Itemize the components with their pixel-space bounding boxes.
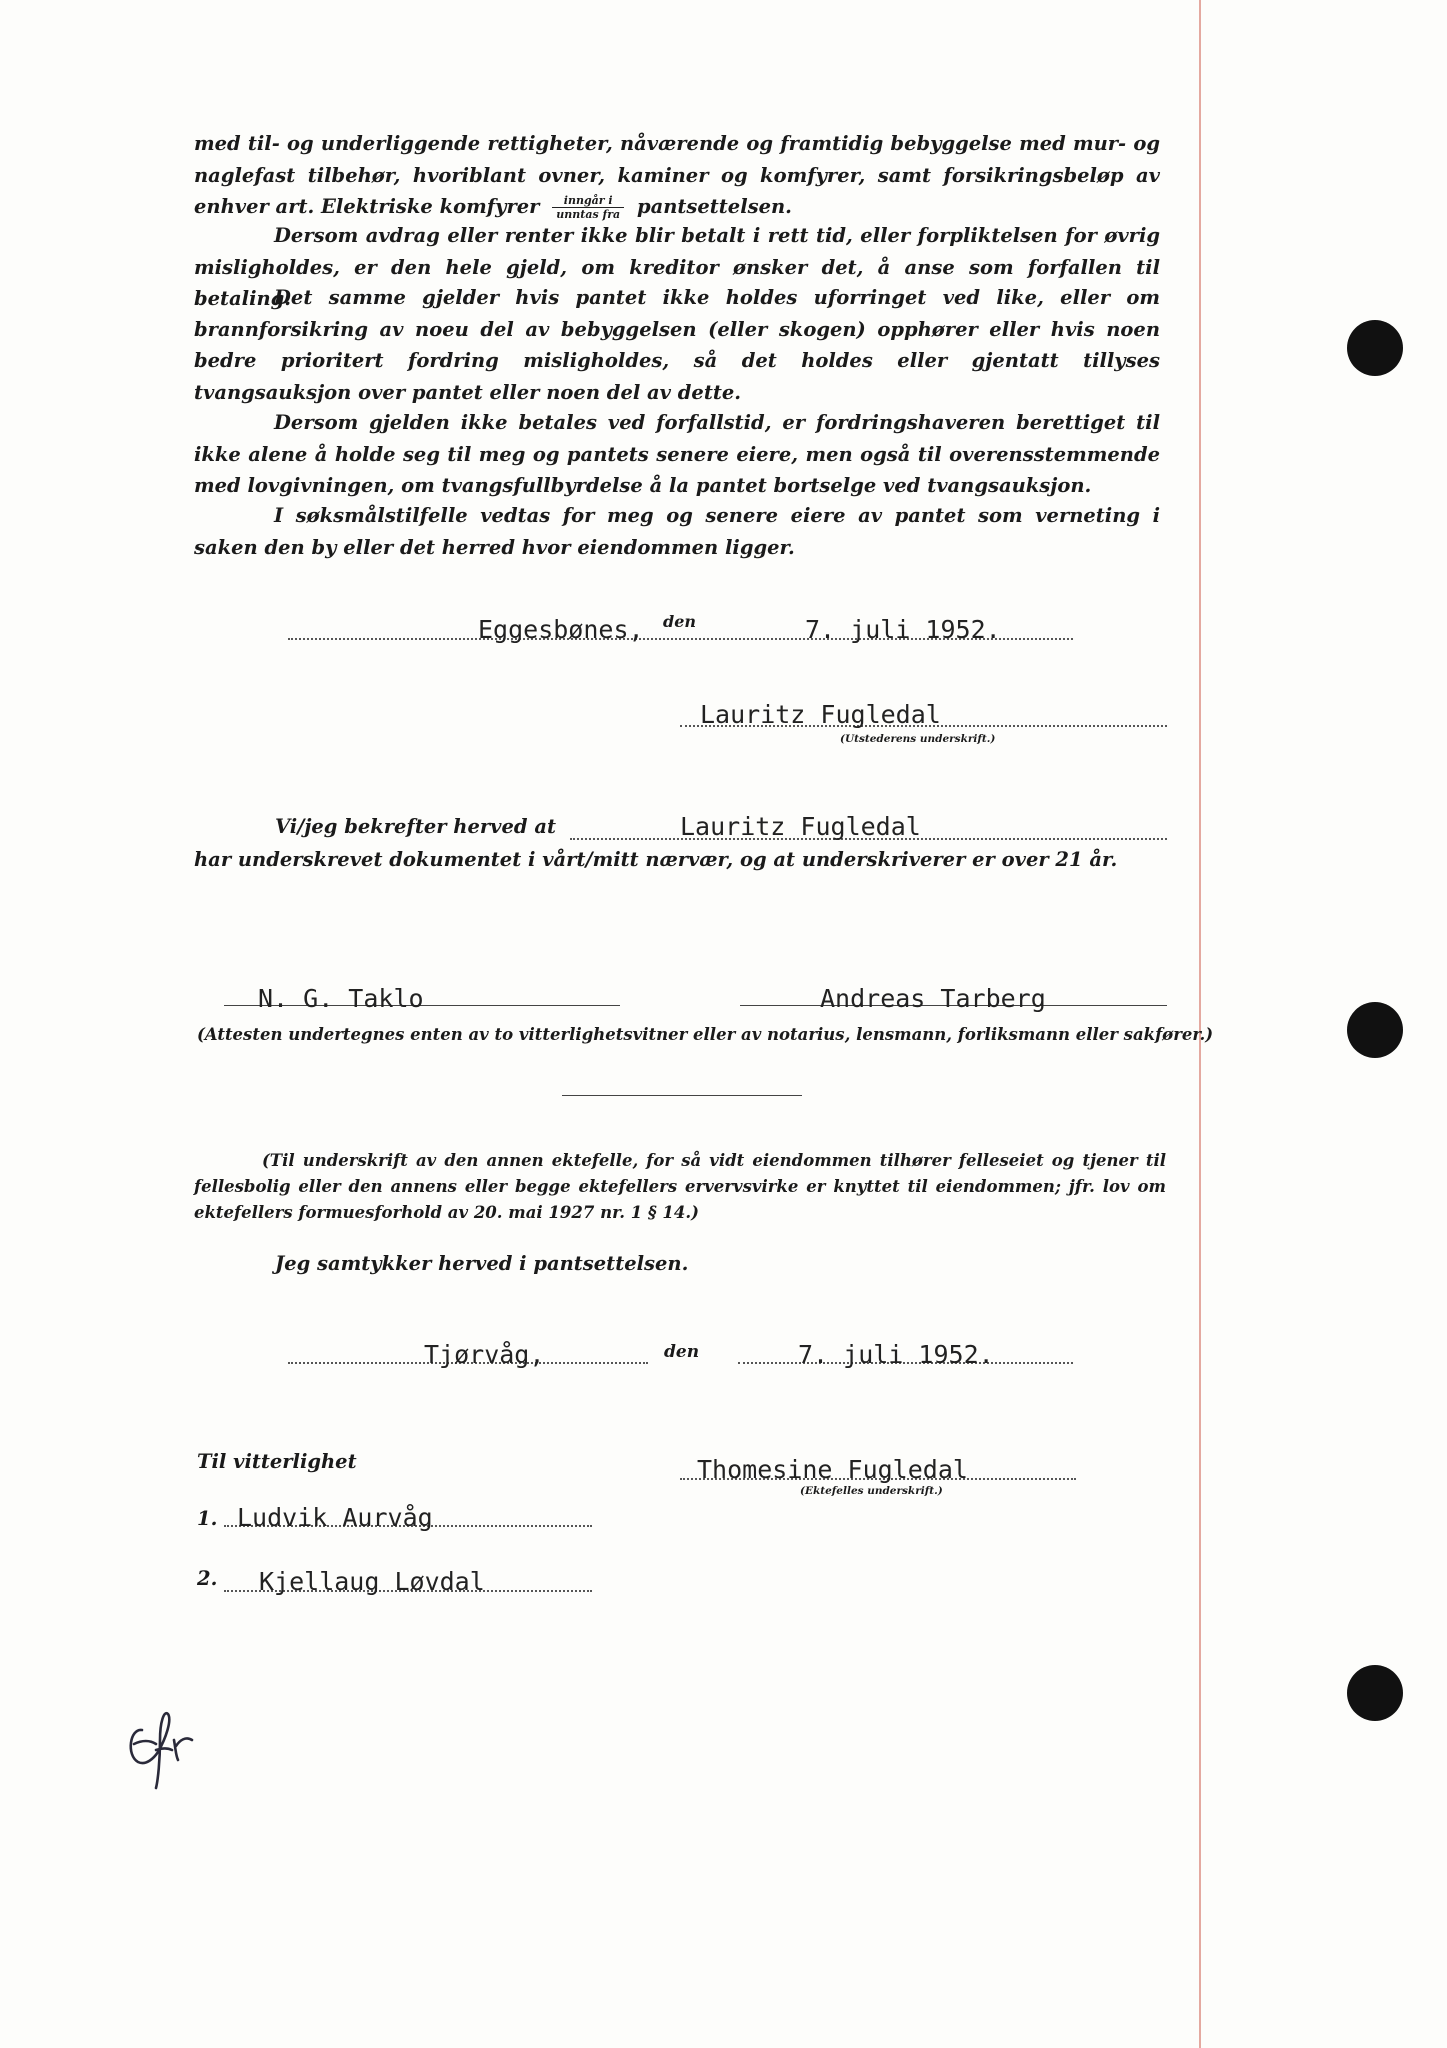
punch-hole <box>1347 1665 1403 1721</box>
issuance-date: 7. juli 1952. <box>805 615 1001 644</box>
punch-hole <box>1347 1002 1403 1058</box>
confirm-name: Lauritz Fugledal <box>680 812 921 841</box>
spouse-signature: Thomesine Fugledal <box>697 1455 968 1484</box>
spouse-den-label: den <box>664 1342 700 1362</box>
issuer-signature: Lauritz Fugledal <box>700 700 941 729</box>
witness2-signature: Andreas Tarberg <box>820 984 1046 1013</box>
spouse-witness1-name: Ludvik Aurvåg <box>237 1503 433 1532</box>
witness2-number: 2. <box>197 1567 218 1590</box>
spouse-witness2-name: Kjellaug Løvdal <box>259 1567 485 1596</box>
section-separator <box>562 1095 802 1096</box>
spouse-date: 7. juli 1952. <box>798 1340 994 1369</box>
witness1-number: 1. <box>197 1507 218 1530</box>
handwritten-initials-mark <box>120 1700 240 1795</box>
witness-heading: Til vitterlighet <box>197 1450 357 1473</box>
spouse-signature-caption: (Ektefelles underskrift.) <box>800 1485 943 1497</box>
paragraph-property-rights: med til- og underliggende rettigheter, nåværende og framtidig bebyggelse med mur- og naglefast tilbehør, hvoriblant ovner, kaminer og komfyrer, samt forsikringsbeløp av enhver art. Elektriske komfyrer $\frac{\text{inngår i}}{\text{unntas fra}}$ pantsettelsen. <box>194 132 1160 221</box>
paragraph-venue: I søksmålstilfelle vedtas for meg og senere eiere av pantet som verneting i saken den by eller det herred hvor eiendommen ligger. <box>194 504 1160 559</box>
spouse-note: (Til underskrift av den annen ektefelle, for så vidt eiendommen tilhører felleseiet og tjener til fellesbolig eller den annens eller begge ektefellers ervervsvirke er knyttet til eiendommen; jfr. lov om ektefellers formuesforhold av 20. mai 1927 nr. 1 § 14.) <box>194 1151 1166 1222</box>
red-margin-line <box>1199 0 1201 2048</box>
attest-note: (Attesten undertegnes enten av to vitterlighetsvitner eller av notarius, lensmann, forliksmann eller sakfører.) <box>197 1025 1214 1044</box>
confirm-text: har underskrevet dokumentet i vårt/mitt nærvær, og at underskriverer er over 21 år. <box>194 848 1118 871</box>
punch-hole <box>1347 320 1403 376</box>
paragraph-maintenance: Det samme gjelder hvis pantet ikke holdes uforringet ved like, eller om brannforsikring av noeu del av bebyggelsen (eller skogen) opphører eller hvis noen bedre prioritert fordring misligholdes, så det holdes eller gjentatt tillyses tvangsauksjon over pantet eller noen del av dette. <box>194 286 1160 404</box>
issuance-place: Eggesbønes, <box>478 615 644 644</box>
issuer-signature-caption: (Utstederens underskrift.) <box>840 733 996 745</box>
paragraph-enforcement: Dersom gjelden ikke betales ved forfallstid, er fordringshaveren berettiget til ikke alene å holde seg til meg og pantets senere eiere, men også til overensstemmende med lovgivningen, om tvangsfullbyrdelse å la pantet bortselge ved tvangsauksjon. <box>194 411 1160 497</box>
spouse-place: Tjørvåg, <box>424 1340 545 1369</box>
paragraph-default: Dersom avdrag eller renter ikke blir betalt i rett tid, eller forpliktelsen for øvrig misligholdes, er den hele gjeld, om kreditor ønsker det, å anse som forfallen til betaling. <box>194 224 1160 310</box>
den-label: den <box>663 612 696 631</box>
witness1-signature: N. G. Taklo <box>258 984 424 1013</box>
confirm-label: Vi/jeg bekrefter herved at <box>275 815 556 838</box>
consent-statement: Jeg samtykker herved i pantsettelsen. <box>275 1252 689 1275</box>
inclusion-fraction: $\frac{\text{inngår i}}{\text{unntas fra}}$ <box>552 194 624 221</box>
